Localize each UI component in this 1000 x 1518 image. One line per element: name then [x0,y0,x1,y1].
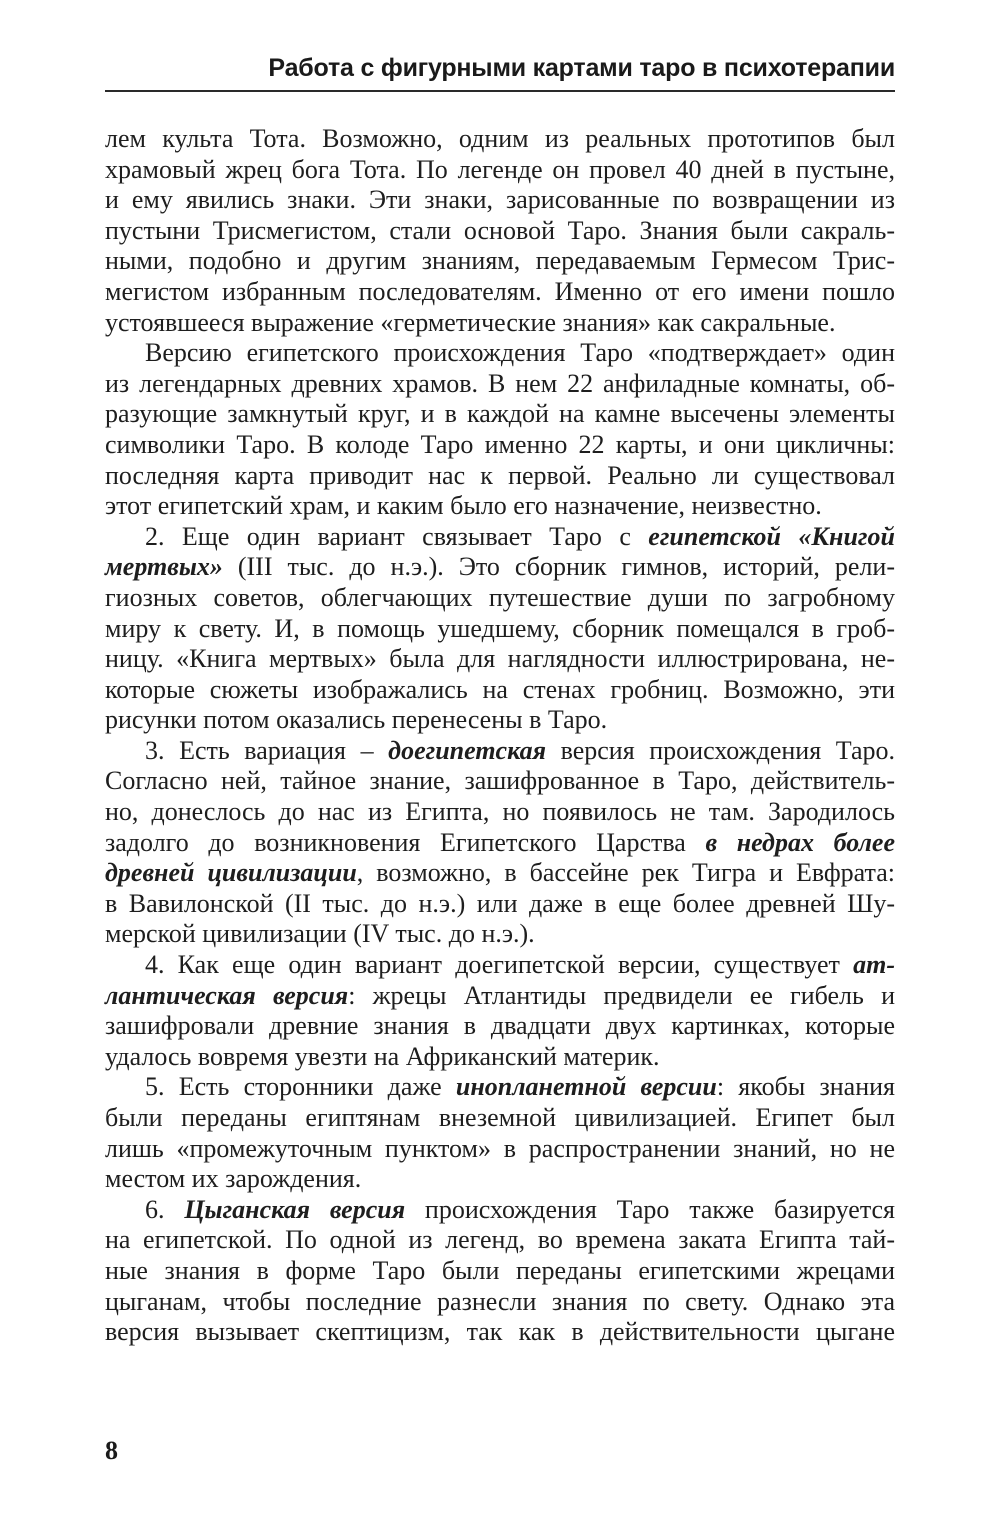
running-title: Работа с фигурными картами таро в психотерапии [268,54,895,82]
paragraph-1 [105,124,895,338]
text-run: задолго до возникновения Египетского Царства [105,827,706,857]
paragraph-2 [105,338,895,522]
body-text [105,124,895,1348]
text-line: этот египетский храм, и каким было его назначение, неизвестно. [105,491,822,521]
text-line: ницу. «Книга мертвых» была для наглядности иллюстрирована, не- [105,644,895,674]
text-line: устоявшееся выражение «герметические знания» как сакральные. [105,307,836,337]
text-run: 4. Как еще один вариант доегипетской версии, существует [145,950,854,980]
paragraph-3 [105,522,895,736]
emphasis-text: в недрах более [705,827,895,857]
text-line: мегистом избранным последователям. Именно от его имени пошло [105,276,895,306]
text-line: на египетской. По одной из легенд, во времена заката Египта тай- [105,1225,895,1255]
text-line: местом их зарождения. [105,1164,362,1194]
text-line [105,552,895,583]
paragraph-6 [105,1072,895,1194]
text-line: были переданы египтянам внеземной цивилизацией. Египет был [105,1103,895,1132]
text-run: 2. Еще один вариант связывает Таро с [145,521,649,551]
emphasis-text: доегипетская [388,735,547,765]
text-line: последняя карта приводит нас к первой. Реально ли существовал [105,460,895,490]
emphasis-text: инопланетной версии [455,1072,717,1102]
text-run: : якобы знания [716,1072,896,1102]
text-line [105,1072,895,1103]
text-line [105,1195,895,1226]
text-line: из легендарных древних храмов. В нем 22 анфиладные комнаты, об- [105,368,895,398]
emphasis-text: мертвых» [105,552,223,582]
emphasis-text: ат- [853,950,895,980]
text-line: символики Таро. В колоде Таро именно 22 карты, и они цикличны: [105,429,895,459]
text-line: храмовый жрец бога Тота. По легенде он провел 40 дней в пустыне, [105,154,895,184]
text-run: происхождения Таро также базируется [405,1194,895,1224]
text-line: версия вызывает скептицизм, так как в действительности цыгане [105,1317,895,1347]
text-line [105,828,895,859]
emphasis-text: египетской «Книгой [648,521,895,551]
text-line: миру к свету. И, в помощь ушедшему, сборник помещался в гроб- [105,613,895,643]
text-run: (III тыс. до н.э.). Это сборник гимнов, историй, рели- [222,552,895,582]
text-line: но, донеслось до нас из Египта, но появилось не там. Зародилось [105,797,895,827]
text-line: лишь «промежуточным пунктом» в распространении знаний, но не [105,1133,895,1163]
text-line [105,522,895,553]
text-line: Согласно ней, тайное знание, зашифрованное в Таро, действитель- [105,766,895,796]
text-line [105,858,895,889]
text-line: мерской цивилизации (IV тыс. до н.э.). [105,919,535,949]
text-run: 3. Есть вариация – [145,735,389,765]
text-line: и ему явились знаки. Эти знаки, зарисованные по возвращении из [105,185,895,215]
text-line: удалось вовремя увезти на Африканский материк. [105,1041,660,1071]
text-line: рисунки потом оказались перенесены в Таро. [105,705,608,735]
text-run: 5. Есть сторонники даже [145,1072,456,1102]
text-line: разующие замкнутый круг, и в каждой на камне высечены элементы [105,399,895,429]
text-line [105,736,895,767]
text-line: цыганам, чтобы последние разнесли знания по свету. Однако эта [105,1286,895,1316]
running-head [105,48,895,92]
emphasis-text: древней цивилизации [105,858,357,888]
text-run: 6. [145,1194,185,1224]
text-line [105,950,895,981]
text-line [105,981,895,1012]
text-line: Версию египетского происхождения Таро «подтверждает» один [145,338,895,368]
text-line: зашифровали древние знания в двадцати двух картинках, которые [105,1011,895,1041]
emphasis-text: Цыганская версия [184,1194,406,1224]
page-number: 8 [105,1436,118,1465]
text-line: в Вавилонской (II тыс. до н.э.) или даже в еще более древней Шу- [105,888,895,918]
text-line: гиозных советов, облегчающих путешествие души по загробному [105,582,895,612]
text-run: , возможно, в бассейне рек Тигра и Евфрата: [356,858,895,888]
text-line: ными, подобно и другим знаниям, передаваемым Гермесом Трис- [105,246,895,276]
text-line: пустыни Трисмегистом, стали основой Таро. Знания были сакраль- [105,215,895,245]
text-line: лем культа Тота. Возможно, одним из реальных прототипов был [105,124,895,153]
text-line: которые сюжеты изображались на стенах гробниц. Возможно, эти [105,674,895,704]
text-line: ные знания в форме Таро были переданы египетскими жрецами [105,1255,895,1285]
text-run: версия происхождения Таро. [546,735,896,765]
paragraph-4 [105,736,895,950]
paragraph-7 [105,1195,895,1348]
emphasis-text: лантическая версия [105,980,349,1010]
text-run: : жрецы Атлантиды предвидели ее гибель и [348,980,895,1010]
paragraph-5 [105,950,895,1072]
